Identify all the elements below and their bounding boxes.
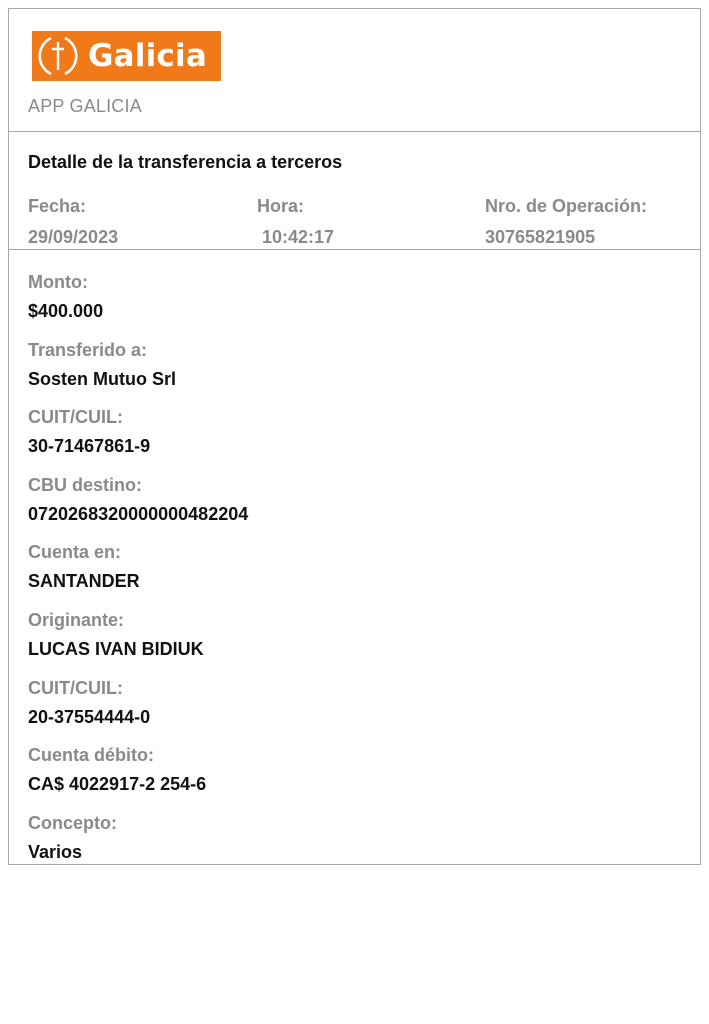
field-label: CBU destino:: [28, 474, 142, 495]
galicia-logo: [32, 31, 221, 81]
logo-text: Galicia: [88, 38, 207, 74]
transfer-receipt: [8, 8, 701, 865]
field-cbu-destino: [9, 473, 700, 541]
field-label: Concepto:: [28, 812, 117, 833]
app-name: APP GALICIA: [28, 96, 142, 116]
field-cuit-originante: [9, 676, 700, 744]
field-label: Cuenta débito:: [28, 745, 154, 766]
page-title: Detalle de la transferencia a terceros: [28, 152, 343, 172]
fecha-value: 29/09/2023: [28, 227, 119, 247]
field-label: CUIT/CUIL:: [28, 677, 123, 698]
field-cuenta-debito: [9, 743, 700, 811]
transfer-details: [9, 250, 700, 878]
field-label: Cuenta en:: [28, 542, 122, 563]
field-monto: [9, 270, 700, 338]
hora-value: 10:42:17: [262, 227, 335, 247]
field-value: SANTANDER: [28, 571, 140, 592]
field-label: CUIT/CUIL:: [28, 407, 123, 428]
field-transferido-a: [9, 338, 700, 406]
field-cuenta-en: [9, 540, 700, 608]
operacion-block: [485, 196, 647, 248]
field-value: Varios: [28, 841, 83, 862]
fecha-label: Fecha:: [28, 196, 87, 216]
receipt-header: [9, 9, 700, 132]
field-cuit-destino: [9, 405, 700, 473]
field-value: LUCAS IVAN BIDIUK: [28, 638, 204, 659]
galicia-emblem-icon: [32, 31, 84, 81]
field-originante: [9, 608, 700, 676]
field-value: 20-37554444-0: [28, 706, 151, 727]
field-value: $400.000: [28, 301, 104, 321]
field-value: 30-71467861-9: [28, 436, 151, 457]
fecha-block: [28, 196, 118, 248]
field-label: Monto:: [28, 272, 88, 292]
field-value: Sosten Mutuo Srl: [28, 368, 176, 389]
operacion-label: Nro. de Operación:: [485, 196, 648, 216]
hora-label: Hora:: [257, 196, 305, 216]
operacion-value: 30765821905: [485, 227, 596, 247]
hora-block: [257, 196, 334, 248]
field-label: Transferido a:: [28, 339, 148, 360]
field-label: Originante:: [28, 609, 125, 630]
field-value: CA$ 4022917-2 254-6: [28, 774, 207, 795]
field-value: 0720268320000000482204: [28, 503, 249, 524]
field-concepto: [9, 811, 700, 879]
transfer-summary: [9, 132, 700, 250]
